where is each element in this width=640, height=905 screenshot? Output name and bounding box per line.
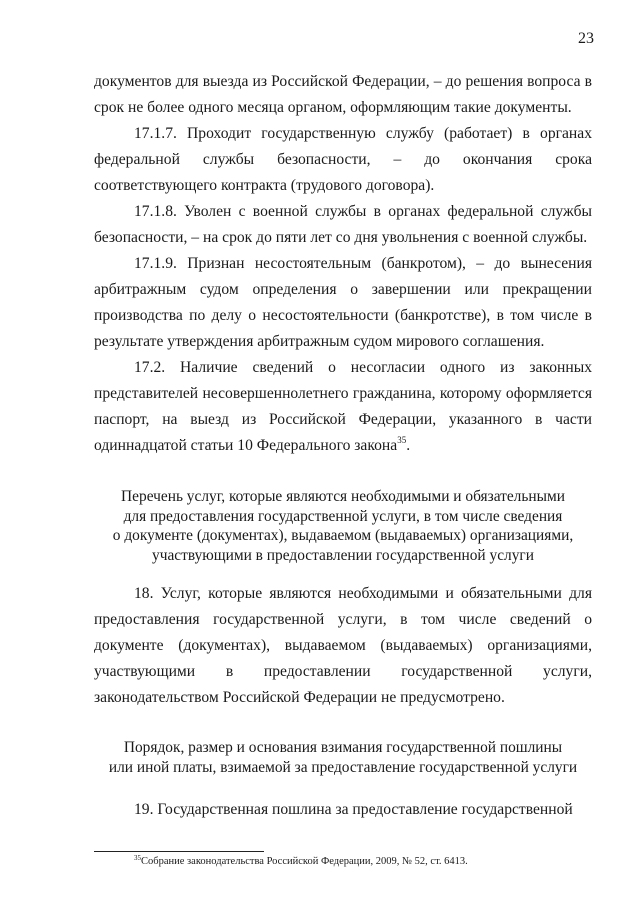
paragraph-17-1-9: 17.1.9. Признан несостоятельным (банкротом), – до вынесения арбитражным судом определения о завершении или прекращении производства по делу о несостоятельности (банкротстве), в том числе в результате утверждения арбитражным судом мирового соглашения. <box>94 255 592 350</box>
footnote-separator <box>94 851 264 852</box>
footnote-reference: 35 <box>397 435 407 445</box>
footnote-number: 35 <box>134 854 141 862</box>
heading-line: Порядок, размер и основания взимания государственной пошлины <box>123 739 563 756</box>
body-text-19 <box>94 797 592 823</box>
body-text-18 <box>94 581 592 711</box>
body-text-top <box>94 69 592 459</box>
paragraph-continuation: документов для выезда из Российской Федерации, – до решения вопроса в срок не более одного месяца органом, оформляющим такие документы. <box>94 73 592 116</box>
heading-line: о документе (документах), выдаваемом (выдаваемых) организациями, <box>112 527 574 544</box>
paragraph-17-2-end: . <box>406 437 411 454</box>
heading-line: участвующими в предоставлении государственной услуги <box>152 546 534 564</box>
section-heading-services <box>94 487 592 565</box>
heading-line: или иной платы, взимаемой за предоставление государственной услуги <box>108 758 578 776</box>
heading-line: для предоставления государственной услуги, в том числе сведения <box>123 507 563 525</box>
paragraph-17-1-8: 17.1.8. Уволен с военной службы в органах федеральной службы безопасности, – на срок до пяти лет со дня увольнения с военной службы. <box>94 203 592 246</box>
paragraph-18: 18. Услуг, которые являются необходимыми и обязательными для предоставления государственной услуги, в том числе сведений о документе (документах), выдаваемом (выдаваемых) организациями, участвующими в предоставлении государственной услуги, законодательством Российской Федерации не предусмотрено. <box>94 585 592 706</box>
paragraph-17-1-7: 17.1.7. Проходит государственную службу (работает) в органах федеральной службы безопасности, – до окончания срока соответствующего контракта (трудового договора). <box>94 125 592 194</box>
section-heading-fee <box>94 738 592 777</box>
paragraph-17-2-text: 17.2. Наличие сведений о несогласии одного из законных представителей несовершеннолетнего гражданина, которому оформляется паспорт, на выезд из Российской Федерации, указанного в части одиннадцатой статьи 10 Федерального закона <box>94 359 592 454</box>
footnote-text: Собрание законодательства Российской Федерации, 2009, № 52, ст. 6413. <box>141 856 468 867</box>
paragraph-19: 19. Государственная пошлина за предоставление государственной <box>134 801 573 818</box>
footnote <box>134 855 468 869</box>
paragraph-17-2 <box>94 355 592 459</box>
heading-line: Перечень услуг, которые являются необходимыми и обязательными <box>121 488 565 505</box>
page-number: 23 <box>578 30 594 47</box>
